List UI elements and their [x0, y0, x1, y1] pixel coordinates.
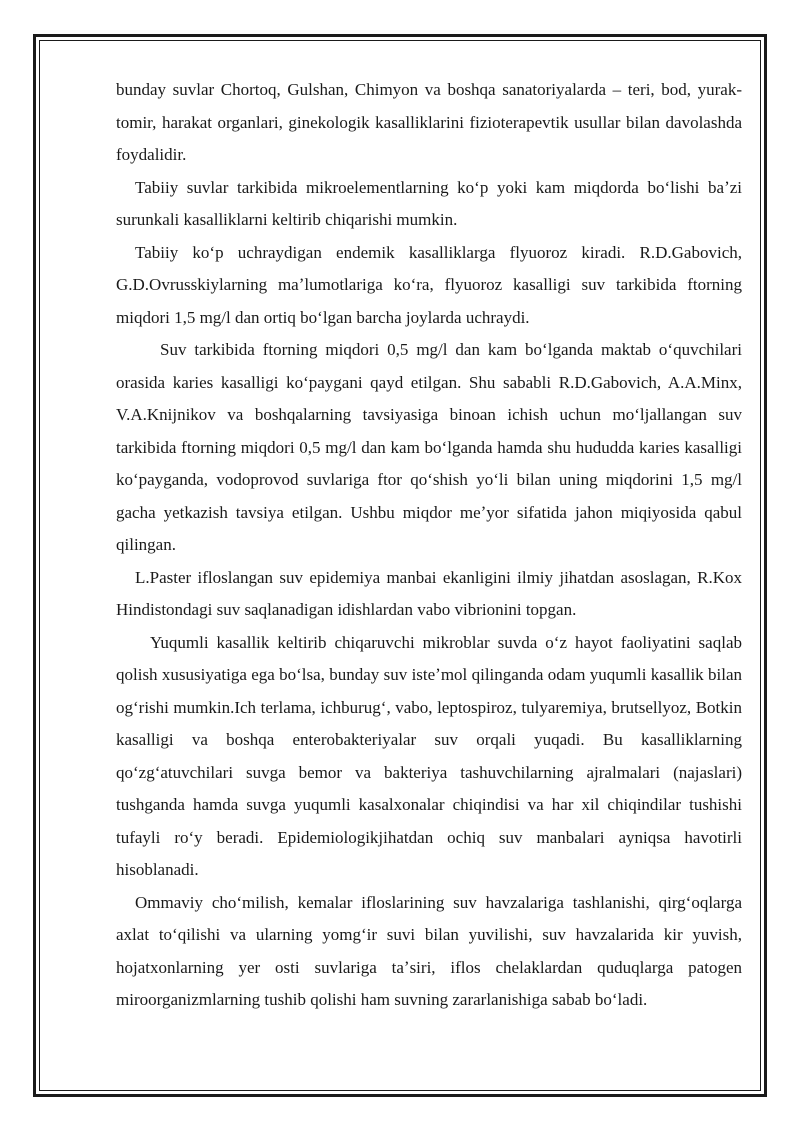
document-body [116, 74, 742, 1017]
paragraph-4: Suv tarkibida ftorning miqdori 0,5 mg/l dan kam boʻlganda maktab oʻquvchilari orasida karies kasalligi koʻpaygani qayd etilgan. Shu sababli R.D.Gabovich, A.A.Minx, V.A.Knijnikov va boshqalarning tavsiyasiga binoan ichish uchun moʻljallangan suv tarkibida ftorning miqdori 0,5 mg/l dan kam boʻlganda hamda shu hududda karies kasalligi koʻpayganda, vodoprovod suvlariga ftor qoʻshish yoʻli bilan uning miqdorini 1,5 mg/l gacha yetkazish tavsiya etilgan. Ushbu miqdor meʼyor sifatida jahon miqiyosida qabul qilingan. [116, 340, 742, 554]
paragraph-7: Ommaviy choʻmilish, kemalar ifloslarining suv havzalariga tashlanishi, qirgʻoqlarga axlat toʻqilishi va ularning yomgʻir suvi bilan yuvilishi, suv havzalarida kir yuvish, hojatxonlarning yer osti suvlariga taʼsiri, iflos chelaklardan quduqlarga patogen miroorganizmlarning tushib qolishi ham suvning zararlanishiga sabab boʻladi. [116, 892, 742, 1009]
paragraph-1: bunday suvlar Chortoq, Gulshan, Chimyon va boshqa sanatoriyalarda – teri, bod, yurak-tomir, harakat organlari, ginekologik kasalliklarini fizioterapevtik usullar bilan davolashda foydalidir. [116, 80, 742, 164]
paragraph-3: Tabiiy koʻp uchraydigan endemik kasalliklarga flyuoroz kiradi. R.D.Gabovich, G.D.Ovrusskiylarning maʼlumotlariga koʻra, flyuoroz kasalligi suv tarkibida ftorning miqdori 1,5 mg/l dan ortiq boʻlgan barcha joylarda uchraydi. [116, 242, 742, 327]
paragraph-5: L.Paster ifloslangan suv epidemiya manbai ekanligini ilmiy jihatdan asoslagan, R.Kox Hindistondagi suv saqlanadigan idishlardan vabo vibrionini topgan. [116, 567, 742, 619]
paragraph-2: Tabiiy suvlar tarkibida mikroelementlarning koʻp yoki kam miqdorda boʻlishi baʼzi surunkali kasalliklarni keltirib chiqarishi mumkin. [116, 177, 742, 229]
paragraph-6: Yuqumli kasallik keltirib chiqaruvchi mikroblar suvda oʻz hayot faoliyatini saqlab qolish xususiyatiga ega boʻlsa, bunday suv isteʼmol qilinganda odam yuqumli kasallik bilan ogʻrishi mumkin.Ich terlama, ichburugʻ, vabo, leptospiroz, tulyaremiya, brutsellyoz, Botkin kasalligi va boshqa enterobakteriyalar suv orqali yuqadi. Bu kasalliklarning qoʻzgʻatuvchilari suvga bemor va bakteriya tashuvchilarning ajralmalari (najaslari) tushganda hamda suvga yuqumli kasalxonalar chiqindisi va har xil chiqindilar tushishi tufayli roʻy beradi. Epidemiologikjihatdan ochiq suv manbalari ayniqsa havotirli hisoblanadi. [116, 632, 742, 879]
